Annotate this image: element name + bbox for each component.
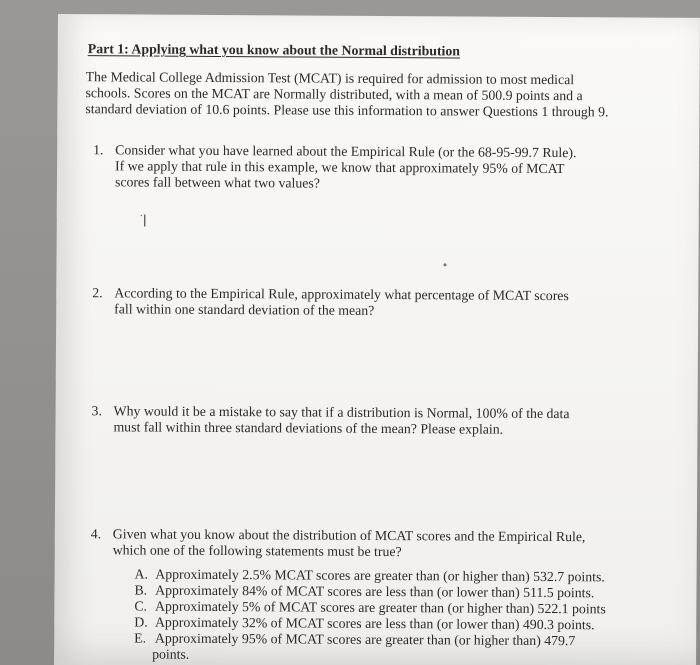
question-2-line-1: According to the Empirical Rule, approximately what percentage of MCAT scores (114, 285, 569, 304)
question-2-line-2: fall within one standard deviation of the mean? (114, 301, 375, 318)
option-a-letter: A. (134, 566, 149, 582)
option-c-text: Approximately 5% of MCAT scores are greater than (or higher than) 522.1 points (155, 598, 606, 617)
question-4-number: 4. (90, 526, 102, 542)
pencil-mark (139, 212, 151, 230)
question-1-line-1: Consider what you have learned about the Empirical Rule (or the 68-95-99.7 Rule). (115, 142, 577, 161)
intro-line-2: schools. Scores on the MCAT are Normally distributed, with a mean of 500.9 points and a (85, 85, 583, 104)
worksheet-page (54, 14, 700, 665)
option-a-text: Approximately 2.5% MCAT scores are greater than (or higher than) 532.7 points. (155, 566, 605, 585)
option-d-letter: D. (134, 614, 148, 630)
part-heading: Part 1: Applying what you know about the Normal distribution (87, 41, 461, 59)
question-3-number: 3. (91, 403, 102, 419)
option-c-letter: C. (134, 598, 148, 614)
option-e-letter: E. (134, 630, 147, 646)
option-b-text: Approximately 84% of MCAT scores are less than (or lower than) 511.5 points. (155, 582, 595, 601)
option-e-text: Approximately 95% of MCAT scores are greater than (or higher than) 479.7 (154, 630, 576, 649)
option-e-continuation: points. (152, 647, 190, 663)
worksheet-content (54, 14, 700, 665)
option-b-letter: B. (134, 582, 148, 598)
question-2-number: 2. (92, 285, 103, 301)
question-1 (93, 142, 675, 191)
question-1-line-2: If we apply that rule in this example, we know that approximately 95% of MCAT (115, 158, 565, 177)
question-1-number: 1. (93, 142, 104, 158)
question-4 (90, 526, 673, 560)
question-4-line-1: Given what you know about the distribution of MCAT scores and the Empirical Rule, (112, 526, 586, 545)
question-3-line-2: must fall within three standard deviations of the mean? Please explain. (113, 419, 504, 437)
answer-options (134, 566, 645, 665)
question-4-line-2: which one of the following statements must be true? (112, 542, 402, 560)
question-1-line-3: scores fall between what two values? (114, 174, 320, 191)
question-3-line-1: Why would it be a mistake to say that if a distribution is Normal, 100% of the data (113, 403, 570, 422)
paper-speck (443, 263, 446, 266)
pencil-mark-icon (139, 212, 151, 228)
question-2 (92, 285, 674, 318)
intro-line-3: standard deviation of 10.6 points. Please use this information to answer Questions 1 through 9. (85, 101, 609, 120)
option-d-text: Approximately 32% of MCAT scores are less than (or lower than) 490.3 points. (154, 614, 595, 633)
question-3 (91, 403, 674, 437)
intro-line-1: The Medical College Admission Test (MCAT) is required for admission to most medical (85, 69, 575, 88)
